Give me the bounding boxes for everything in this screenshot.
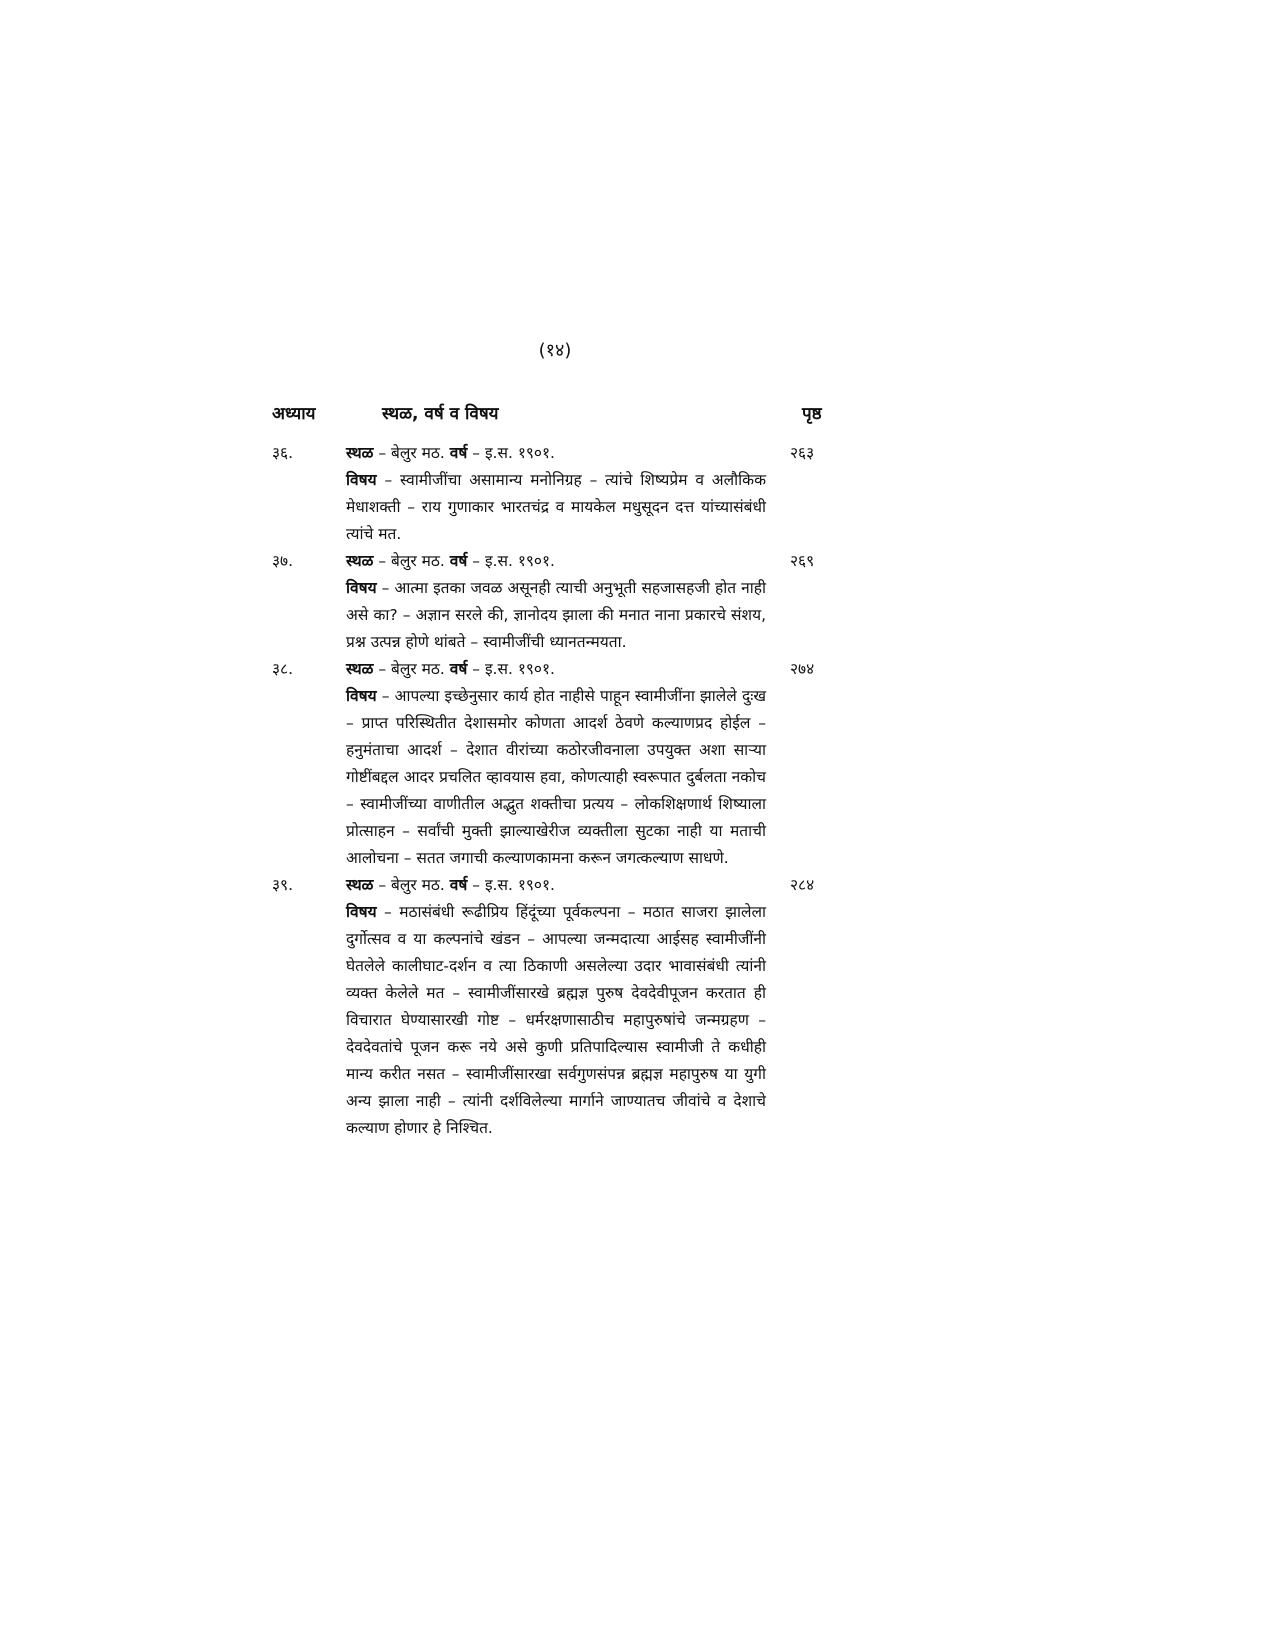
entry-year: – इ.स. १९०१. [467, 444, 555, 462]
entry-page: २८४ [790, 876, 815, 894]
entry-page: २७४ [790, 660, 815, 678]
entry-subject: – मठासंबंधी रूढीप्रिय हिंदूंच्या पूर्वकल्पना – मठात साजरा झालेला दुर्गोत्सव व या कल्पनांचे खंडन – आपल्या जन्मदात्या आईसह स्वामीजींनी घेतलेले कालीघाट-दर्शन व त्या ठिकाणी असलेल्या उदार भावासंबंधी त्यांनी व्यक्त केलेले मत – स्वामीजींसारखे ब्रह्मज्ञ पुरुष देवदेवीपूजन करतात ही विचारात घेण्यासारखी गोष्ट – धर्मरक्षणासाठीच महापुरुषांचे जन्मग्रहण – देवदेवतांचे पूजन करू नये असे कुणी प्रतिपादिल्यास स्वामीजी ते कधीही मान्य करीत नसत – स्वामीजींसारखा सर्वगुणसंपन्न ब्रह्मज्ञ महापुरुष या युगी अन्य झाला नाही – त्यांनी दर्शविलेल्या मार्गाने जाण्यातच जीवांचे व देशाचे कल्याण होणार हे निश्चित. [346, 903, 766, 1137]
toc-entry [272, 872, 820, 1142]
entry-number: ३६. [272, 444, 294, 462]
entry-year: – इ.स. १९०१. [467, 552, 555, 570]
subject-label: विषय [346, 687, 377, 705]
page-number: (१४) [538, 340, 572, 361]
entry-place: – बेलुर मठ. [373, 660, 450, 678]
toc-entry [272, 656, 820, 872]
entry-year: – इ.स. १९०१. [467, 660, 555, 678]
entry-number: ३९. [272, 876, 294, 894]
year-label: वर्ष [449, 552, 468, 570]
subject-label: विषय [346, 903, 377, 921]
place-label: स्थळ [346, 876, 374, 894]
entry-number: ३७. [272, 552, 294, 570]
entry-place: – बेलुर मठ. [373, 876, 450, 894]
entry-subject: – आत्मा इतका जवळ असूनही त्याची अनुभूती सहजासहजी होत नाही असे का? – अज्ञान सरले की, ज्ञानोदय झाला की मनात नाना प्रकारचे संशय, प्रश्न उत्पन्न होणे थांबते – स्वामीजींची ध्यानतन्मयता. [346, 579, 766, 651]
entry-year: – इ.स. १९०१. [467, 876, 555, 894]
place-label: स्थळ [346, 660, 374, 678]
subject-label: विषय [346, 471, 377, 489]
header-page: पृष्ठ [802, 404, 822, 424]
entry-body [346, 548, 766, 656]
subject-label: विषय [346, 579, 377, 597]
entry-number: ३८. [272, 660, 294, 678]
entry-subject-line [346, 899, 766, 1142]
place-label: स्थळ [346, 444, 374, 462]
header-chapter: अध्याय [272, 404, 316, 424]
year-label: वर्ष [449, 444, 468, 462]
place-label: स्थळ [346, 552, 374, 570]
entry-subject-line [346, 467, 766, 548]
entry-place-line [346, 656, 766, 683]
entry-subject: – स्वामीजींचा असामान्य मनोनिग्रह – त्यांचे शिष्यप्रेम व अलौकिक मेधाशक्ती – राय गुणाकार भारतचंद्र व मायकेल मधुसूदन दत्त यांच्यासंबंधी त्यांचे मत. [346, 471, 766, 543]
header-subject: स्थळ, वर्ष व विषय [382, 404, 499, 424]
year-label: वर्ष [449, 660, 468, 678]
entry-body [346, 872, 766, 1142]
entry-page: २६३ [790, 444, 815, 462]
entry-subject: – आपल्या इच्छेनुसार कार्य होत नाहीसे पाहून स्वामीजींना झालेले दुःख – प्राप्त परिस्थितीत देशासमोर कोणता आदर्श ठेवणे कल्याणप्रद होईल – हनुमंताचा आदर्श – देशात वीरांच्या कठोरजीवनाला उपयुक्त अशा साऱ्या गोष्टींबद्दल आदर प्रचलित व्हावयास हवा, कोणत्याही स्वरूपात दुर्बलता नकोच – स्वामीजींच्या वाणीतील अद्भुत शक्तीचा प्रत्यय – लोकशिक्षणार्थ शिष्याला प्रोत्साहन – सर्वांची मुक्ती झाल्याखेरीज व्यक्तीला सुटका नाही या मताची आलोचना – सतत जगाची कल्याणकामना करून जगत्कल्याण साधणे. [346, 687, 766, 867]
entry-place: – बेलुर मठ. [373, 552, 450, 570]
toc-entry [272, 440, 820, 548]
toc-header [272, 400, 820, 428]
toc-entry [272, 548, 820, 656]
entry-place-line [346, 548, 766, 575]
entry-body [346, 440, 766, 548]
toc-entries [272, 440, 820, 1142]
entry-subject-line [346, 683, 766, 872]
table-of-contents [272, 400, 820, 1142]
entry-place: – बेलुर मठ. [373, 444, 450, 462]
year-label: वर्ष [449, 876, 468, 894]
entry-subject-line [346, 575, 766, 656]
entry-place-line [346, 440, 766, 467]
entry-body [346, 656, 766, 872]
entry-page: २६९ [790, 552, 815, 570]
entry-place-line [346, 872, 766, 899]
